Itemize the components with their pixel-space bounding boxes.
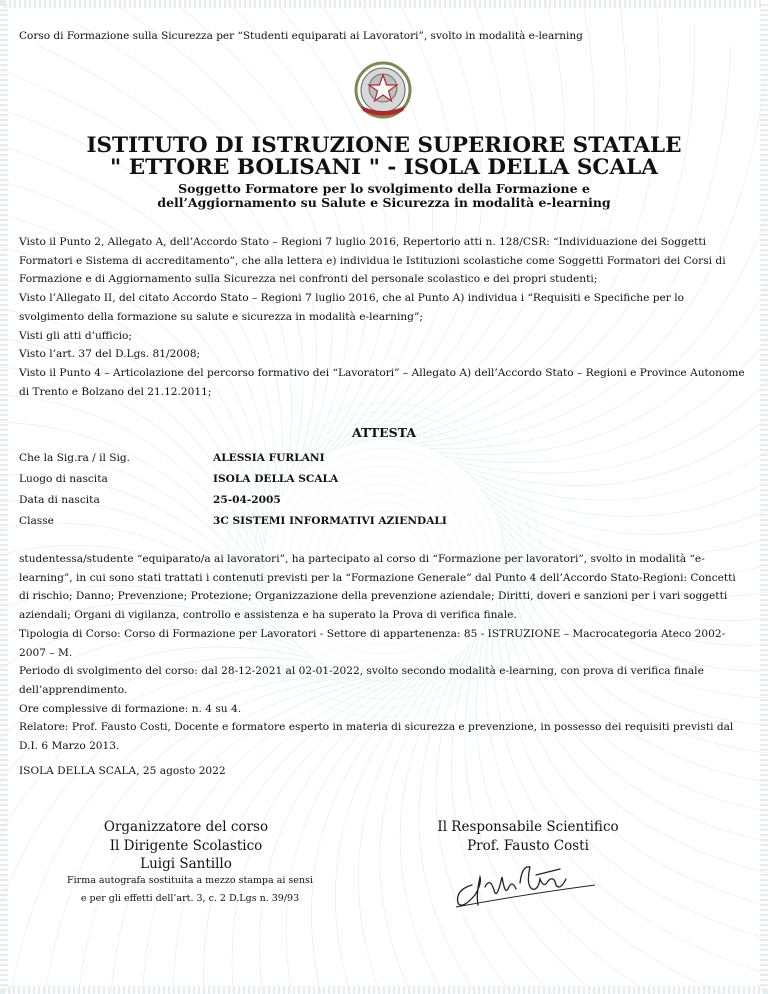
visto-item: Visto l’Allegato II, del citato Accordo Stato – Regioni 7 luglio 2016, che al Punto A) individua i “Requisiti e Specifiche per lo svolgimento della formazione su salute e sicurezza in modalità e-learning”; <box>19 292 684 323</box>
birthdate-label: Data di nascita <box>19 494 100 506</box>
institute-name-line-2: " ETTORE BOLISANI " - ISOLA DELLA SCALA <box>110 155 658 180</box>
principal-title: Il Dirigente Scolastico <box>109 837 263 854</box>
course-speaker: Relatore: Prof. Fausto Costi, Docente e formatore esperto in materia di sicurezza e prevenzione, in possesso dei requisiti previsti dal D.I. 6 Marzo 2013. <box>19 721 734 753</box>
course-header-line: Corso di Formazione sulla Sicurezza per “Studenti equiparati ai Lavoratori”, svolto in modalità e-learning <box>19 30 583 42</box>
institute-subtitle <box>0 182 768 209</box>
birthplace-label: Luogo di nascita <box>19 473 108 485</box>
class-label: Classe <box>19 515 54 527</box>
organizer-title: Organizzatore del corso <box>103 819 269 835</box>
organizer-signature-block <box>86 818 286 874</box>
visto-item: Visti gli atti d’ufficio; <box>19 329 132 342</box>
course-description: studentessa/studente “equiparato/a ai lavoratori”, ha partecipato al corso di “Formazione per lavoratori”, svolto in modalità “e-learning”, in cui sono stati trattati i contenuti previsti per la “Formazione Generale” dal Punto 4 dell’Accordo Stato-Regioni: Concetti di rischio; Danno; Prevenzione; Protezione; Organizzazione della prevenzione aziendale; Diritti, doveri e sanzioni per i vari soggetti aziendali; Organi di vigilanza, controllo e assistenza e ha superato la Prova di verifica finale. <box>19 553 736 622</box>
student-name-label: Che la Sig.ra / il Sig. <box>19 452 131 464</box>
visto-item: Visto il Punto 2, Allegato A, dell’Accordo Stato – Regioni 7 luglio 2016, Repertorio atti n. 128/CSR: “Individuazione dei Soggetti Formatori e Sistema di accreditamento”, che alla lettera e) individua le Istituzioni scolastiche come Soggetti Formatori dei Corsi di Formazione e di Aggiornamento sulla Sicurezza nei confronti del personale scolastico e dei propri studenti; <box>19 236 726 286</box>
class-value: 3C SISTEMI INFORMATIVI AZIENDALI <box>213 515 447 527</box>
italian-republic-emblem-icon <box>353 60 413 120</box>
visto-item: Visto il Punto 4 – Articolazione del percorso formativo dei “Lavoratori” – Allegato A) dell’Accordo Stato – Regioni e Province Autonome di Trento e Bolzano del 21.12.2011; <box>19 366 745 398</box>
handwritten-signature-icon <box>450 855 600 910</box>
scientific-manager-name: Prof. Fausto Costi <box>467 837 589 854</box>
autograph-note-line-1: Firma autografa sostituita a mezzo stampa ai sensi <box>67 875 313 886</box>
place-and-date: ISOLA DELLA SCALA, 25 agosto 2022 <box>19 765 226 777</box>
course-period: Periodo di svolgimento del corso: dal 28-12-2021 al 02-01-2022, svolto secondo modalità e-learning, con prova di verifica finale dell’apprendimento. <box>19 665 704 696</box>
scientific-manager-signature-block <box>428 818 628 855</box>
scientific-manager-title: Il Responsabile Scientifico <box>437 819 619 835</box>
subtitle-line-2: dell’Aggiornamento su Salute e Sicurezza in modalità e-learning <box>157 194 611 210</box>
subtitle-line-1: Soggetto Formatore per lo svolgimento della Formazione e <box>178 181 590 196</box>
visto-paragraphs <box>19 233 749 401</box>
birthdate-value: 25-04-2005 <box>213 494 281 506</box>
autograph-note <box>50 872 330 908</box>
attesta-heading: ATTESTA <box>351 425 417 440</box>
course-hours: Ore complessive di formazione: n. 4 su 4. <box>19 702 242 715</box>
course-details <box>19 550 749 756</box>
student-name-value: ALESSIA FURLANI <box>213 452 325 464</box>
principal-name: Luigi Santillo <box>140 856 232 872</box>
institute-name-line-1: ISTITUTO DI ISTRUZIONE SUPERIORE STATALE <box>86 133 682 158</box>
autograph-note-line-2: e per gli effetti dell’art. 3, c. 2 D.Lgs n. 39/93 <box>80 893 300 904</box>
visto-item: Visto l’art. 37 del D.Lgs. 81/2008; <box>19 348 201 361</box>
course-type: Tipologia di Corso: Corso di Formazione per Lavoratori - Settore di appartenenza: 85 - ISTRUZIONE – Macrocategoria Ateco 2002-2007 – M. <box>19 627 726 659</box>
birthplace-value: ISOLA DELLA SCALA <box>213 473 339 485</box>
